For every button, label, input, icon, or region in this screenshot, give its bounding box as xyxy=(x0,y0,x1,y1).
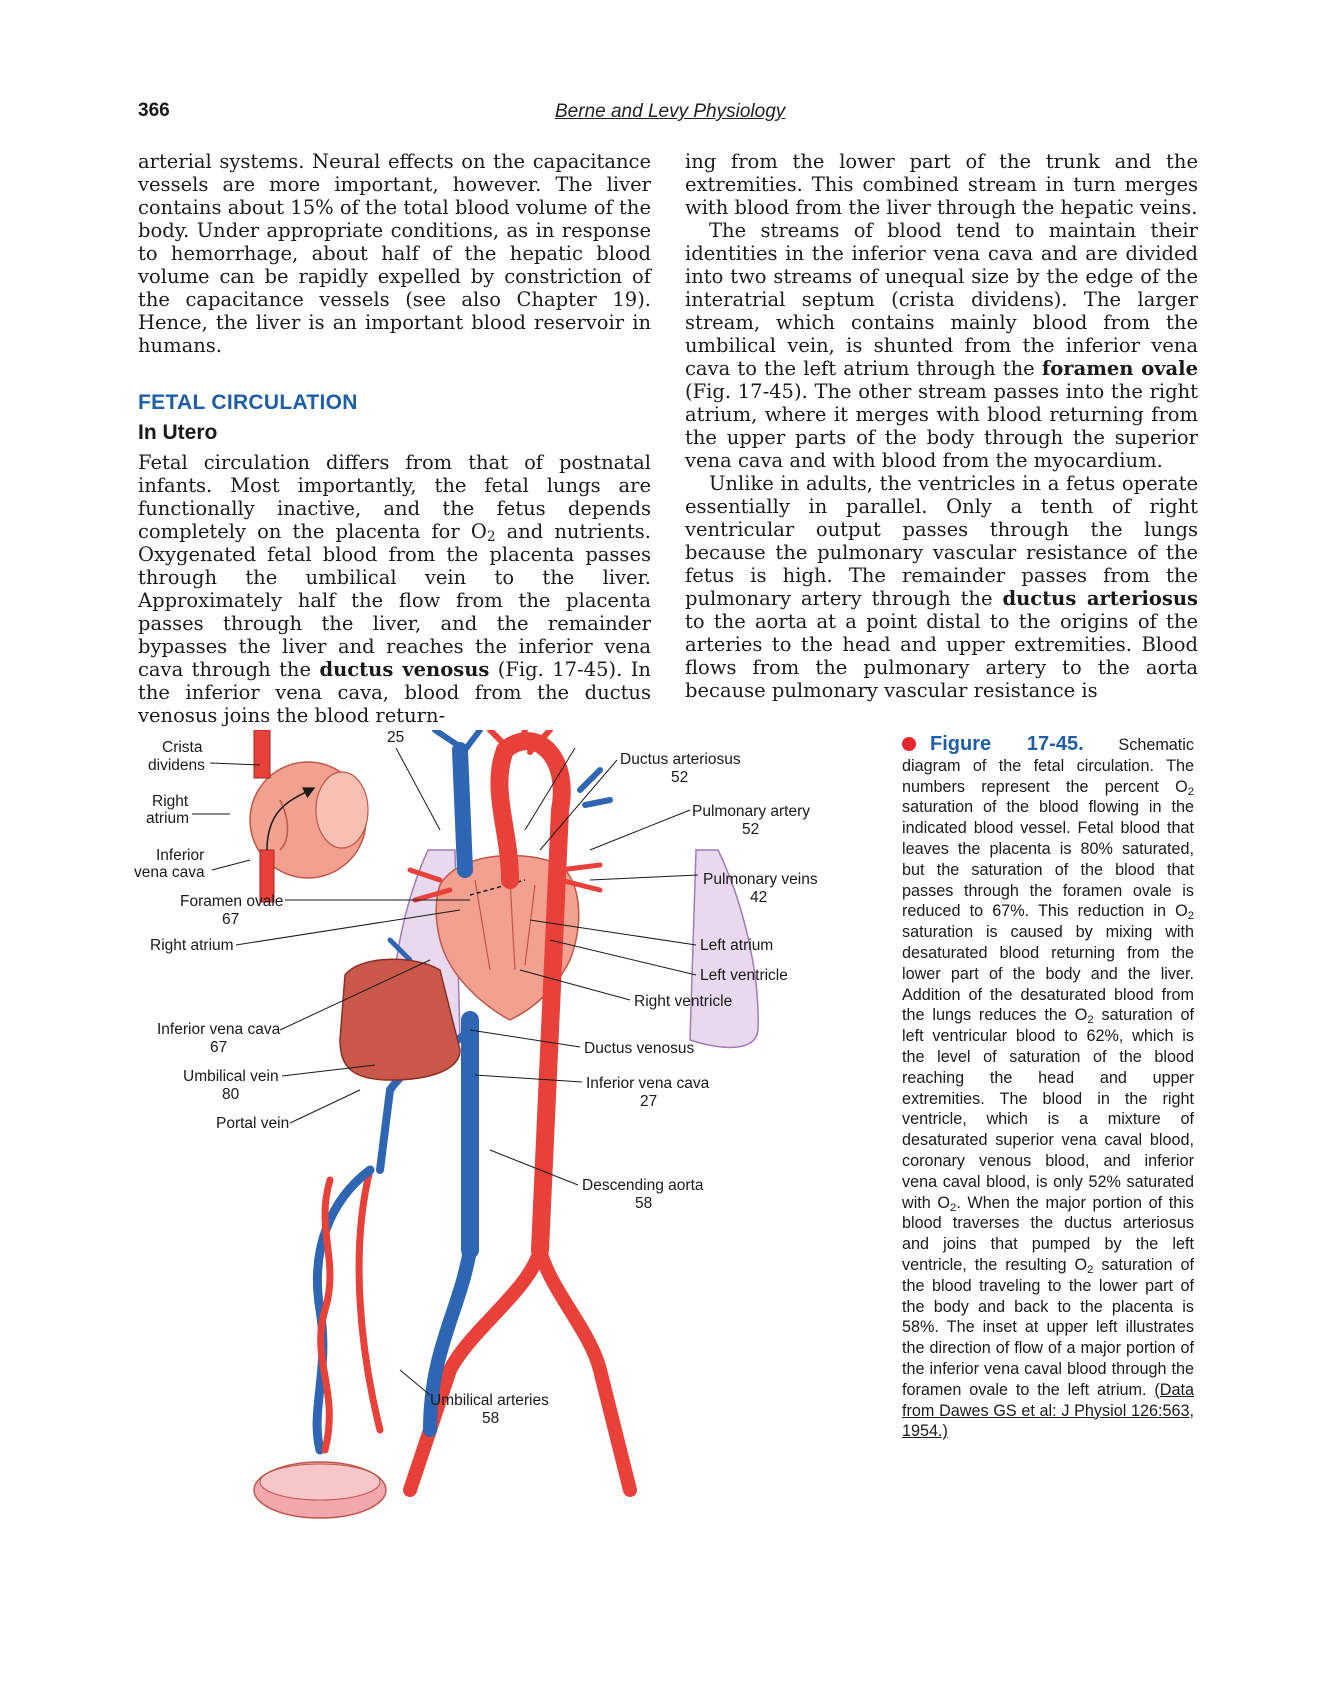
paragraph-continuation: ing from the lower part of the trunk and the extremities. This combined stream in turn merges with blood from the liver through the hepatic veins. xyxy=(685,150,1198,219)
label-superior-vena-cava-value: 25 xyxy=(387,730,405,746)
placenta xyxy=(254,1462,386,1518)
left-column-top xyxy=(138,150,651,357)
label-pulmonary-veins: Pulmonary veins xyxy=(703,871,818,888)
paragraph-streams: The streams of blood tend to maintain their identities in the inferior vena cava and are divided into two streams of unequal size by the edge of the interatrial septum (crista dividens). The larger stream, which contains mainly blood from the umbilical vein, is shunted from the inferior vena cava to the left atrium through the foramen ovale (Fig. 17-45). The other stream passes into the right atrium, where it merges with blood returning from the upper parts of the body through the superior vena cava and with blood from the myocardium. xyxy=(685,219,1198,472)
figure-caption: Figure 17-45. Schematic diagram of the fetal circulation. The numbers represent the percent $O_2$ saturation of the blood flowing in the indicated blood vessel. Fetal blood that leaves the placenta is 80% saturated, but the saturation of the blood that passes through the foramen ovale is reduced to 67%. This reduction in $O_2$ saturation is caused by mixing with desaturated blood returning from the lower part of the body and the liver. Addition of the desaturated blood from the lungs reduces the $O_2$ saturation of left ventricular blood to 62%, which is the level of saturation of the blood reaching the head and upper extremities. The blood in the right ventricle, which is a mixture of desaturated superior vena caval blood, coronary venous blood, and inferior vena caval blood, is only 52% saturated with $O_2$. When the major portion of this blood traverses the ductus arteriosus and joins that pumped by the left ventricle, the resulting $O_2$ saturation of the blood traveling to the lower part of the body and back to the placenta is 58%. The inset at upper left illustrates the direction of flow of a major portion of the inferior vena caval blood through the foramen ovale to the left atrium. (Data from Dawes GS et al: J Physiol 126:563, 1954.) xyxy=(902,733,1194,1441)
label-descending-aorta: Descending aorta xyxy=(582,1177,704,1194)
label-ductus-venosus: Ductus venosus xyxy=(584,1040,695,1057)
caption-reference: (Data from Dawes GS et al: J Physiol 126:563, 1954.) xyxy=(902,1380,1194,1441)
label-ductus-arteriosus-value: 52 xyxy=(671,769,689,786)
label-descending-aorta-value: 58 xyxy=(635,1195,653,1212)
section-heading: FETAL CIRCULATION xyxy=(138,391,358,414)
label-left-ventricle: Left ventricle xyxy=(700,967,788,984)
liver xyxy=(340,959,460,1080)
inset-label-right-atrium-line1: Right xyxy=(152,793,189,810)
label-umbilical-arteries-value: 58 xyxy=(482,1410,500,1427)
arterial-tree xyxy=(359,730,630,1490)
label-umbilical-vein: Umbilical vein xyxy=(183,1068,279,1085)
subheading: In Utero xyxy=(138,421,218,444)
left-column-body xyxy=(138,451,651,727)
label-inferior-vena-cava-left-value: 67 xyxy=(210,1039,228,1056)
paragraph-ventricles: Unlike in adults, the ventricles in a fetus operate essentially in parallel. Only a tenth of right ventricular output passes through the lungs because the pulmonary vascular resistance of the fetus is high. The remainder passes from the pulmonary artery through the ductus arteriosus to the aorta at a point distal to the origins of the arteries to the head and upper extremities. Blood flows from the pulmonary artery to the aorta because pulmonary vascular resistance is xyxy=(685,472,1198,702)
label-pulmonary-veins-value: 42 xyxy=(750,889,768,906)
label-ductus-arteriosus: Ductus arteriosus xyxy=(620,751,741,768)
figure-label: Figure 17-45. xyxy=(930,733,1084,755)
label-right-ventricle: Right ventricle xyxy=(634,993,733,1010)
label-left-atrium: Left atrium xyxy=(700,937,774,954)
label-umbilical-vein-value: 80 xyxy=(222,1086,240,1103)
right-column xyxy=(685,150,1198,702)
inset-label-inferior-vena-cava-line2: vena cava xyxy=(134,864,205,881)
label-foramen-ovale: Foramen ovale xyxy=(180,893,284,910)
label-foramen-ovale-value: 67 xyxy=(222,911,240,928)
label-pulmonary-artery: Pulmonary artery xyxy=(692,803,811,820)
label-pulmonary-artery-value: 52 xyxy=(742,821,760,838)
page-number: 366 xyxy=(138,100,170,121)
label-umbilical-arteries: Umbilical arteries xyxy=(430,1392,549,1409)
inset-heart xyxy=(250,730,368,902)
inset-label-right-atrium-line2: atrium xyxy=(146,810,190,827)
inset-label-inferior-vena-cava-line1: Inferior xyxy=(156,847,205,864)
paragraph-liver-reservoir: arterial systems. Neural effects on the capacitance vessels are more important, however. The liver contains about 15% of the total blood volume of the body. Under appropriate conditions, as in response to hemorrhage, about half of the hepatic blood volume can be rapidly expelled by constriction of the capacitance vessels (see also Chapter 19). Hence, the liver is an important blood reservoir in humans. xyxy=(138,150,651,357)
label-inferior-vena-cava-right: Inferior vena cava xyxy=(586,1075,710,1092)
fetal-circulation-figure xyxy=(130,730,910,1610)
label-inferior-vena-cava-right-value: 27 xyxy=(640,1093,658,1110)
inset-label-crista-dividens-line2: dividens xyxy=(148,757,205,774)
label-inferior-vena-cava-left: Inferior vena cava xyxy=(157,1021,281,1038)
paragraph-fetal-circulation: Fetal circulation differs from that of postnatal infants. Most importantly, the fetal lungs are functionally inactive, and the fetus depends completely on the placenta for $O_2$ and nutrients. Oxygenated fetal blood from the placenta passes through the umbilical vein to the liver. Approximately half the flow from the placenta passes through the liver, and the remainder bypasses the liver and reaches the inferior vena cava through the ductus venosus (Fig. 17-45). In the inferior vena cava, blood from the ductus venosus joins the blood return- xyxy=(138,451,651,727)
label-right-atrium: Right atrium xyxy=(150,937,234,954)
fetal-circulation-diagram xyxy=(130,730,910,1610)
label-portal-vein: Portal vein xyxy=(216,1115,290,1132)
label-aorta-value xyxy=(570,730,587,734)
inset-label-crista-dividens-line1: Crista xyxy=(162,739,203,756)
running-head: Berne and Levy Physiology xyxy=(555,101,786,122)
caption-bullet-icon xyxy=(902,737,916,751)
